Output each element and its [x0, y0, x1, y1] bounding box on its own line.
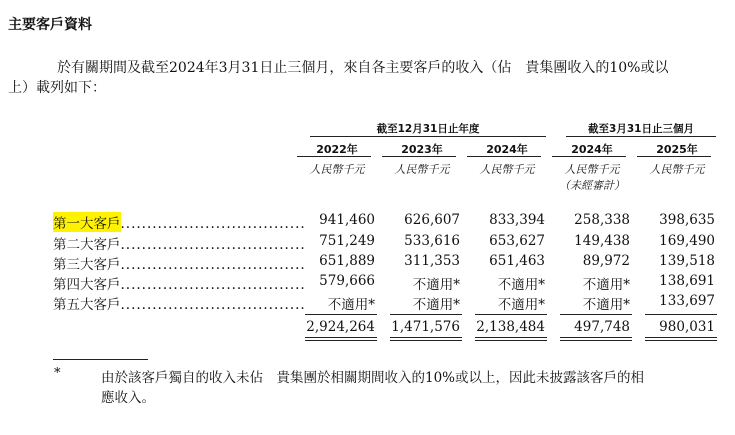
- group-header-years: 截至12月31日止年度: [376, 123, 480, 135]
- group-header-quarter: 截至3月31日止三個月: [588, 123, 694, 135]
- column-unit-5: 人民幣千元: [649, 163, 705, 176]
- column-year-5: 2025年: [656, 143, 698, 156]
- row-label-3: [53, 253, 306, 273]
- footnote-text-line-1: 由於該客戶獨自的收入未佔 貴集團於相關期間收入的10%或以上，因此未披露該客戶的相: [101, 370, 645, 386]
- total-bottom-rule-b-4: [560, 340, 632, 341]
- total-top-rule-4: [560, 314, 632, 315]
- cell-r5-c4: 不適用*: [582, 297, 630, 313]
- cell-r1-c2: 626,607: [404, 212, 460, 228]
- column-year-4: 2024年: [571, 143, 613, 156]
- cell-r5-c5: 133,697: [659, 293, 715, 309]
- group-header-years-rule: [310, 136, 546, 137]
- dot-leader: ...................................: [120, 216, 306, 232]
- dot-leader: ...................................: [120, 277, 306, 293]
- intro-paragraph-line-1: 於有關期間及截至2024年3月31日止三個月，來自各主要客戶的收入（佔 貴集團收入的10%或以: [57, 60, 669, 76]
- dot-leader: ...................................: [120, 257, 306, 273]
- cell-r1-c5: 398,635: [659, 212, 715, 228]
- total-top-rule-3: [475, 314, 547, 315]
- cell-r1-c1: 941,460: [319, 212, 375, 228]
- total-top-rule-1: [305, 314, 377, 315]
- total-c2: 1,471,576: [391, 319, 460, 335]
- total-bottom-rule-b-3: [475, 340, 547, 341]
- cell-r4-c4: 不適用*: [582, 277, 630, 293]
- cell-r1-c3: 833,394: [489, 212, 545, 228]
- total-bottom-rule-a-4: [560, 337, 632, 338]
- total-c3: 2,138,484: [476, 319, 545, 335]
- column-year-rule-1: [297, 156, 371, 157]
- column-year-rule-4: [552, 156, 626, 157]
- column-unit-4: 人民幣千元: [564, 163, 620, 176]
- cell-r2-c5: 169,490: [659, 233, 715, 249]
- group-header-quarter-rule: [566, 136, 716, 137]
- row-label-2: [53, 233, 306, 253]
- cell-r5-c2: 不適用*: [412, 297, 460, 313]
- column-note-4: （未經審計）: [559, 179, 625, 192]
- total-c5: 980,031: [659, 319, 715, 335]
- footnote-text-line-2: 應收入。: [101, 390, 155, 406]
- cell-r5-c1: 不適用*: [327, 297, 375, 313]
- column-year-rule-3: [467, 156, 541, 157]
- cell-r3-c5: 139,518: [659, 253, 715, 269]
- column-year-3: 2024年: [486, 143, 528, 156]
- cell-r3-c3: 651,463: [489, 253, 545, 269]
- footnote-rule: [53, 359, 148, 360]
- customer-name: 第一大客戶: [53, 212, 121, 232]
- column-unit-2: 人民幣千元: [394, 163, 450, 176]
- intro-paragraph-line-2: 上）載列如下：: [8, 80, 106, 96]
- total-c4: 497,748: [574, 319, 630, 335]
- total-c1: 2,924,264: [306, 319, 375, 335]
- section-title: 主要客戶資料: [8, 17, 92, 33]
- total-bottom-rule-b-1: [305, 340, 377, 341]
- customer-name: 第五大客戶: [53, 297, 121, 313]
- cell-r3-c2: 311,353: [404, 253, 460, 269]
- total-bottom-rule-b-5: [645, 340, 717, 341]
- cell-r1-c4: 258,338: [574, 212, 630, 228]
- column-unit-1: 人民幣千元: [309, 163, 365, 176]
- total-bottom-rule-a-2: [390, 337, 462, 338]
- total-bottom-rule-a-5: [645, 337, 717, 338]
- total-top-rule-5: [645, 314, 717, 315]
- cell-r3-c1: 651,889: [319, 253, 375, 269]
- column-year-rule-5: [637, 156, 711, 157]
- total-top-rule-2: [390, 314, 462, 315]
- cell-r4-c5: 138,691: [659, 273, 715, 289]
- footnote-mark: *: [54, 366, 61, 381]
- cell-r2-c4: 149,438: [574, 233, 630, 249]
- dot-leader: ...................................: [120, 237, 306, 253]
- customer-name: 第三大客戶: [53, 257, 121, 273]
- dot-leader: ...................................: [120, 297, 306, 313]
- total-bottom-rule-a-1: [305, 337, 377, 338]
- cell-r2-c1: 751,249: [319, 233, 375, 249]
- total-bottom-rule-a-3: [475, 337, 547, 338]
- column-year-1: 2022年: [316, 143, 358, 156]
- row-label-5: [53, 293, 306, 313]
- cell-r4-c1: 579,666: [319, 273, 375, 289]
- total-bottom-rule-b-2: [390, 340, 462, 341]
- column-year-2: 2023年: [401, 143, 443, 156]
- customer-name: 第四大客戶: [53, 277, 121, 293]
- column-unit-3: 人民幣千元: [479, 163, 535, 176]
- row-label-4: [53, 273, 306, 293]
- cell-r4-c3: 不適用*: [497, 277, 545, 293]
- cell-r2-c2: 533,616: [404, 233, 460, 249]
- column-year-rule-2: [382, 156, 456, 157]
- cell-r5-c3: 不適用*: [497, 297, 545, 313]
- cell-r4-c2: 不適用*: [412, 277, 460, 293]
- cell-r2-c3: 653,627: [489, 233, 545, 249]
- row-label-1: [53, 212, 306, 232]
- customer-name: 第二大客戶: [53, 237, 121, 253]
- cell-r3-c4: 89,972: [582, 253, 630, 269]
